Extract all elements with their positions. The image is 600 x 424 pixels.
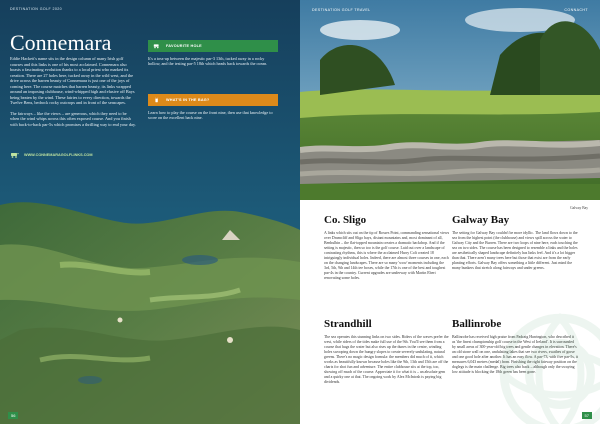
- intro-paragraph: Eddie Hackett's name sits in the design column of many Irish golf courses and this links is one of his most acclaimed. Connemara also boasts a fascinating evolution thanks to a local priest who marked its creation. There are 27 holes here, tucked away in the wild west, and the drive across the barren beauty of Connemara is just one of the joys of coming here. The course matches that barren beauty, its links wrapped around an imposing clubhouse, wind-whipped high and elusive off Bays being beaten by the wind. These fairies to every direction, towards the Twelve Bens, bedrock rocky outcrops and in front of the seascapes.: [10, 56, 135, 105]
- section-strandhill: [324, 318, 450, 385]
- running-head-right: CONNACHT: [564, 8, 588, 12]
- favourite-hole-header: [148, 40, 278, 52]
- section-co-sligo: [324, 214, 450, 281]
- section-heading: Galway Bay: [452, 214, 510, 226]
- section-heading: Ballinrobe: [452, 318, 502, 330]
- page-number: 57: [582, 412, 592, 419]
- section-heading: Strandhill: [324, 318, 372, 330]
- running-head-left: DESTINATION GOLF TRAVEL: [312, 8, 371, 12]
- page-title: Connemara: [10, 30, 112, 55]
- whats-in-bag-box: [148, 94, 278, 121]
- favourite-hole-box: [148, 40, 278, 67]
- favourite-hole-text: It's a toss-up between the majestic par-3 13th, tucked away in a rocky hollow, and the testing par-5 18th which heads back towards the ocean.: [148, 56, 268, 67]
- section-text: The setting for Galway Bay couldn't be more idyllic. The land flows down to the sea from the highest point (the clubhouse) and views spill across the water to Galway City and the Burren. There are two loops of nine here, each touching the sea on two sides. The course has been designed to resemble a links and the holes are aesthetically shaped landscape definitely has links feel. And it's a lot bigger than that. There aren't many trees here but those that exist are from the early planting efforts. Galway Bay offers something a little different. Just mind the many bunkers that stretch along fairways and under greens.: [452, 231, 578, 270]
- golf-bag-icon: [153, 97, 161, 103]
- section-heading: Co. Sligo: [324, 214, 367, 226]
- golf-cart-icon: [10, 152, 20, 158]
- whats-in-bag-label: WHAT'S IN THE BAG?: [166, 98, 210, 102]
- page-number: 56: [8, 412, 18, 419]
- favourite-hole-label: FAVOURITE HOLE: [166, 44, 202, 48]
- whats-in-bag-text: Learn how to play the course on the front nine, then use that knowledge to score on the excellent back nine.: [148, 110, 273, 121]
- photo-caption: Galway Bay: [570, 206, 588, 210]
- website-url[interactable]: WWW.CONNEMARAGOLFLINKS.COM: [24, 153, 93, 157]
- section-galway-bay: [452, 214, 578, 271]
- intro-text: [10, 56, 136, 132]
- golf-course-photo: [300, 0, 600, 200]
- website-link[interactable]: [10, 152, 93, 158]
- intro-paragraph: The fairways – like the views – are generous, which they need to be when the wind whips across this often exposed course. And you finish with back-to-back par-5s which promises a thrilling way to end your day.: [10, 110, 136, 127]
- running-head: DESTINATION GOLF 2020: [10, 7, 63, 11]
- whats-in-bag-header: [148, 94, 278, 106]
- section-text: The sea operates this stunning links on two sides. Riders of the waves prefer the west, while riders of the tides make full use of the 9th. You'll see them from a course that hugs the water but also rises up the dunes in the centre, winding holes swooping down the hungry slopes to create severely undulating, natural greens. There's no magic design formula: the members did much of it, which works as beautifully known because holes like the 9th, 13th and 15th are off the charts for shot fun and adventure. The entire clubhouse sits at the top, too, showing off much of the course. Appreciate it for what it is – an absolute gem and a quirky one at that. The ongoing work by Alex McIntosh is paying big dividends.: [324, 335, 449, 384]
- section-text: Ballinrobe has received high praise from Padraig Harrington, who described it as 'the finest championship golf course in the West of Ireland'. It is surrounded by small areas of 300-year-old big trees and gentle changes in elevation. There's an old stone wall on one, undulating lakes that see two rivers, swathes of gorse and one good hole after another. It has an easy flow. A par-73, with five par-5s, it measures 6,043 metres (medal) from. Finishing the right fairway position on the doglegs is the main challenge. Big trees also back – although only the swaying low attitude is blocking the 18th green has been gone.: [452, 335, 578, 374]
- celtic-knot-watermark-icon: [490, 304, 600, 424]
- section-text: A links which sits out on the tip of Rosses Point, commanding sensational views over Drumcliff and Sligo bays, distant mountains and, most dominant of all, Benbulbin – the flat-topped mountain creates a dramatic backdrop. And if the setting is majestic, then so too is the golf course. Laid out over a landscape of contrasting rhythms, this is where the acclaimed Harry Colt created 18 intriguingly individual holes. Indeed, there are almost three courses in one, each on the changing landscapes. There are so many 'wow' moments including the 3rd, 5th, 9th and 14th tee boxes, while the 17th is one of the best and toughest par-4s in the country. Current upgrades are underway with Martin Ebert renovating some holes.: [324, 231, 450, 280]
- right-page: [300, 0, 600, 424]
- golf-cart-icon: [153, 43, 161, 49]
